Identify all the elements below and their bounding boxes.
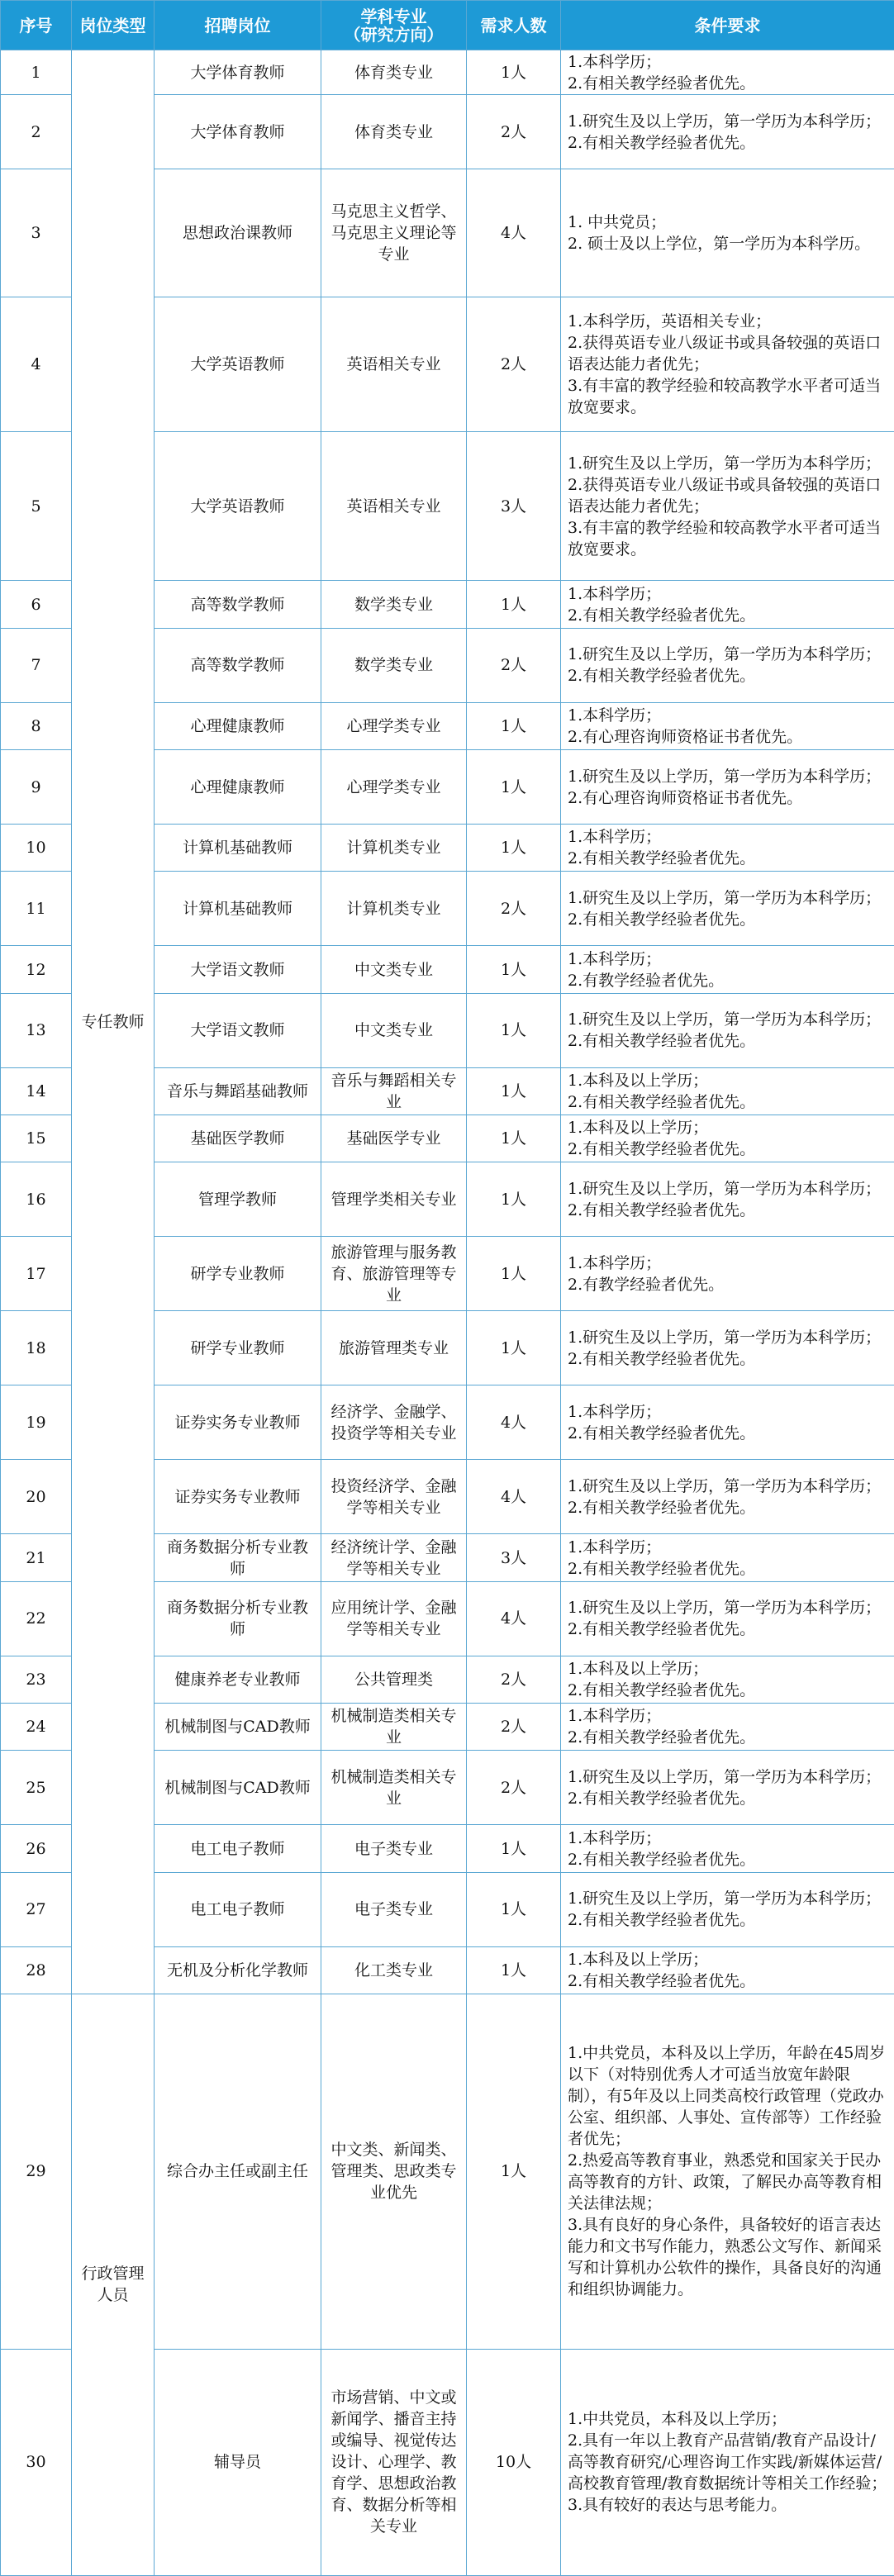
requirement-line: 2.有相关教学经验者优先。 [568, 1680, 756, 1699]
header-requirements: 条件要求 [561, 1, 894, 50]
major-cell: 应用统计学、金融学等相关专业 [321, 1581, 467, 1656]
major-cell: 经济统计学、金融学等相关专业 [321, 1534, 467, 1581]
header-major-line2: （研究方向） [344, 24, 444, 45]
requirements-cell [561, 1656, 894, 1703]
row-number: 10 [1, 825, 72, 872]
position-cell: 健康养老专业教师 [155, 1656, 321, 1703]
row-number: 12 [1, 946, 72, 993]
major-cell: 投资经济学、金融学等相关专业 [321, 1460, 467, 1534]
requirement-line: 1.研究生及以上学历，第一学历为本科学历； [568, 1889, 882, 1908]
row-number: 28 [1, 1946, 72, 1994]
requirements-cell [561, 50, 894, 95]
requirement-line: 1.本科学历； [568, 1538, 662, 1557]
count-cell: 2人 [467, 628, 561, 702]
requirement-line: 1.研究生及以上学历，第一学历为本科学历； [568, 767, 882, 786]
requirements-cell [561, 993, 894, 1067]
requirement-line: 1.本科学历； [568, 706, 662, 725]
row-number: 5 [1, 432, 72, 581]
major-cell: 数学类专业 [321, 628, 467, 702]
requirement-line: 1.研究生及以上学历，第一学历为本科学历； [568, 1476, 882, 1495]
requirements-cell [561, 1067, 894, 1115]
table-body [1, 50, 894, 2576]
position-cell: 辅导员 [155, 2349, 321, 2575]
requirements-cell [561, 1385, 894, 1460]
requirement-line: 1.本科及以上学历； [568, 1659, 709, 1678]
major-cell: 化工类专业 [321, 1946, 467, 1994]
position-cell: 音乐与舞蹈基础教师 [155, 1067, 321, 1115]
header-row [1, 1, 894, 50]
requirements-cell [561, 432, 894, 581]
position-cell: 电工电子教师 [155, 1872, 321, 1946]
count-cell: 1人 [467, 993, 561, 1067]
requirements-cell [561, 825, 894, 872]
count-cell: 2人 [467, 1704, 561, 1751]
requirements-cell [561, 1162, 894, 1237]
requirement-line: 1.本科学历； [568, 1707, 662, 1726]
position-cell: 大学体育教师 [155, 50, 321, 95]
row-number: 17 [1, 1237, 72, 1311]
count-cell: 2人 [467, 297, 561, 432]
requirements-cell [561, 702, 894, 749]
requirement-line: 2. 硕士及以上学位，第一学历为本科学历。 [568, 234, 871, 253]
requirements-cell [561, 1704, 894, 1751]
count-cell: 2人 [467, 1656, 561, 1703]
major-cell: 马克思主义哲学、马克思主义理论等专业 [321, 169, 467, 297]
count-cell: 1人 [467, 1067, 561, 1115]
position-cell: 商务数据分析专业教师 [155, 1581, 321, 1656]
requirements-cell [561, 1946, 894, 1994]
count-cell: 1人 [467, 1237, 561, 1311]
row-number: 22 [1, 1581, 72, 1656]
requirement-line: 2.有相关教学经验者优先。 [568, 1911, 756, 1930]
position-cell: 大学英语教师 [155, 297, 321, 432]
requirement-line: 1.研究生及以上学历，第一学历为本科学历； [568, 1328, 882, 1347]
requirement-line: 1.研究生及以上学历，第一学历为本科学历； [568, 1767, 882, 1786]
requirement-line: 3.具有较好的表达与思考能力。 [568, 2496, 787, 2515]
row-number: 19 [1, 1385, 72, 1460]
position-cell: 基础医学教师 [155, 1115, 321, 1162]
count-cell: 1人 [467, 946, 561, 993]
requirement-line: 1. 中共党员； [568, 212, 667, 231]
requirement-line: 3.有丰富的教学经验和较高教学水平者可适当放宽要求。 [568, 377, 882, 417]
requirements-cell [561, 1994, 894, 2349]
requirement-line: 1.研究生及以上学历，第一学历为本科学历； [568, 888, 882, 907]
requirement-line: 2.有相关教学经验者优先。 [568, 1620, 756, 1639]
requirements-cell [561, 750, 894, 825]
position-cell: 计算机基础教师 [155, 825, 321, 872]
requirements-cell [561, 1825, 894, 1872]
requirements-cell [561, 1460, 894, 1534]
major-cell: 旅游管理与服务教育、旅游管理等专业 [321, 1237, 467, 1311]
count-cell: 2人 [467, 872, 561, 946]
major-cell: 市场营销、中文或新闻学、播音主持或编导、视觉传达设计、心理学、教育学、思想政治教育、数据分析等相关专业 [321, 2349, 467, 2575]
requirement-line: 3.具有良好的身心条件，具备较好的语言表达能力和文书写作能力，熟悉公文写作、新闻采写和计算机办公软件的操作，具备良好的沟通和组织协调能力。 [568, 2216, 882, 2299]
requirement-line: 1.本科及以上学历； [568, 1071, 709, 1090]
requirements-cell [561, 1534, 894, 1581]
requirements-cell [561, 2349, 894, 2575]
row-number: 16 [1, 1162, 72, 1237]
row-number: 30 [1, 2349, 72, 2575]
requirement-line: 2.具有一年以上教育产品营销/教育产品设计/高等教育研究/心理咨询工作实践/新媒体运营/高校教育管理/教育数据统计等相关工作经验； [568, 2431, 887, 2493]
requirements-cell [561, 1872, 894, 1946]
position-cell: 机械制图与CAD教师 [155, 1751, 321, 1825]
requirement-line: 2.有相关教学经验者优先。 [568, 133, 756, 152]
requirement-line: 2.有相关教学经验者优先。 [568, 606, 756, 625]
requirement-line: 2.有相关教学经验者优先。 [568, 1200, 756, 1219]
requirements-cell [561, 169, 894, 297]
requirement-line: 2.有心理咨询师资格证书者优先。 [568, 788, 803, 807]
position-cell: 思想政治课教师 [155, 169, 321, 297]
count-cell: 4人 [467, 1460, 561, 1534]
requirement-line: 2.有相关教学经验者优先。 [568, 1728, 756, 1747]
row-number: 25 [1, 1751, 72, 1825]
row-number: 1 [1, 50, 72, 95]
requirement-line: 2.热爱高等教育事业，熟悉党和国家关于民办高等教育的方针、政策，了解民办高等教育相关法律法规； [568, 2151, 882, 2213]
major-cell: 数学类专业 [321, 581, 467, 628]
requirements-cell [561, 872, 894, 946]
requirement-line: 2.有心理咨询师资格证书者优先。 [568, 727, 803, 746]
row-number: 23 [1, 1656, 72, 1703]
table-row [1, 50, 894, 95]
requirement-line: 3.有丰富的教学经验和较高教学水平者可适当放宽要求。 [568, 518, 882, 558]
requirements-cell [561, 1237, 894, 1311]
position-cell: 心理健康教师 [155, 702, 321, 749]
row-number: 29 [1, 1994, 72, 2349]
row-number: 4 [1, 297, 72, 432]
header-type: 岗位类型 [72, 1, 155, 50]
count-cell: 10人 [467, 2349, 561, 2575]
requirement-line: 1.研究生及以上学历，第一学历为本科学历； [568, 454, 882, 473]
position-cell: 大学体育教师 [155, 95, 321, 169]
requirements-cell [561, 297, 894, 432]
position-cell: 高等数学教师 [155, 628, 321, 702]
requirement-line: 2.有相关教学经验者优先。 [568, 1559, 756, 1578]
count-cell: 1人 [467, 1115, 561, 1162]
count-cell: 1人 [467, 1994, 561, 2349]
position-cell: 机械制图与CAD教师 [155, 1704, 321, 1751]
major-cell: 中文类专业 [321, 946, 467, 993]
major-cell: 中文类专业 [321, 993, 467, 1067]
requirement-line: 1.研究生及以上学历，第一学历为本科学历； [568, 645, 882, 664]
position-type-cell: 行政管理人员 [72, 1994, 155, 2575]
requirements-cell [561, 1751, 894, 1825]
requirement-line: 1.研究生及以上学历，第一学历为本科学历； [568, 1179, 882, 1198]
position-cell: 研学专业教师 [155, 1237, 321, 1311]
count-cell: 1人 [467, 702, 561, 749]
requirement-line: 1.本科学历； [568, 584, 662, 603]
requirement-line: 1.本科学历； [568, 1402, 662, 1421]
count-cell: 1人 [467, 581, 561, 628]
row-number: 13 [1, 993, 72, 1067]
count-cell: 2人 [467, 1751, 561, 1825]
row-number: 20 [1, 1460, 72, 1534]
requirement-line: 1.本科及以上学历； [568, 1950, 709, 1969]
position-cell: 计算机基础教师 [155, 872, 321, 946]
requirement-line: 1.研究生及以上学历，第一学历为本科学历； [568, 1010, 882, 1029]
position-cell: 综合办主任或副主任 [155, 1994, 321, 2349]
row-number: 6 [1, 581, 72, 628]
header-count: 需求人数 [467, 1, 561, 50]
count-cell: 1人 [467, 50, 561, 95]
major-cell: 公共管理类 [321, 1656, 467, 1703]
count-cell: 4人 [467, 1385, 561, 1460]
requirement-line: 2.有教学经验者优先。 [568, 971, 725, 990]
header-seq: 序号 [1, 1, 72, 50]
position-cell: 电工电子教师 [155, 1825, 321, 1872]
position-cell: 高等数学教师 [155, 581, 321, 628]
requirement-line: 1.中共党员，本科及以上学历，年龄在45周岁以下（对特别优秀人才可适当放宽年龄限制），有5年及以上同类高校行政管理（党政办公室、组织部、人事处、宣传部等）工作经验者优先； [568, 2044, 886, 2149]
requirement-line: 1.本科学历； [568, 828, 662, 847]
requirement-line: 2.有相关教学经验者优先。 [568, 1349, 756, 1368]
requirement-line: 1.本科学历； [568, 1253, 662, 1272]
major-cell: 中文类、新闻类、管理类、思政类专业优先 [321, 1994, 467, 2349]
major-cell: 体育类专业 [321, 95, 467, 169]
requirement-line: 1.研究生及以上学历，第一学历为本科学历； [568, 112, 882, 131]
major-cell: 机械制造类相关专业 [321, 1704, 467, 1751]
position-cell: 大学英语教师 [155, 432, 321, 581]
requirements-cell [561, 628, 894, 702]
count-cell: 1人 [467, 825, 561, 872]
position-cell: 研学专业教师 [155, 1311, 321, 1385]
row-number: 15 [1, 1115, 72, 1162]
major-cell: 管理学类相关专业 [321, 1162, 467, 1237]
count-cell: 1人 [467, 1872, 561, 1946]
position-cell: 大学语文教师 [155, 993, 321, 1067]
requirement-line: 2.获得英语专业八级证书或具备较强的英语口语表达能力者优先； [568, 475, 882, 516]
row-number: 3 [1, 169, 72, 297]
position-cell: 证券实务专业教师 [155, 1385, 321, 1460]
row-number: 26 [1, 1825, 72, 1872]
header-major-line1: 学科专业 [360, 6, 427, 26]
header-major [321, 1, 467, 50]
major-cell: 音乐与舞蹈相关专业 [321, 1067, 467, 1115]
requirement-line: 2.有相关教学经验者优先。 [568, 74, 756, 93]
requirement-line: 2.有相关教学经验者优先。 [568, 1498, 756, 1517]
requirement-line: 2.有相关教学经验者优先。 [568, 1971, 756, 1990]
requirement-line: 2.有相关教学经验者优先。 [568, 1092, 756, 1111]
row-number: 11 [1, 872, 72, 946]
major-cell: 机械制造类相关专业 [321, 1751, 467, 1825]
requirement-line: 2.有相关教学经验者优先。 [568, 667, 756, 686]
position-cell: 商务数据分析专业教师 [155, 1534, 321, 1581]
count-cell: 1人 [467, 750, 561, 825]
count-cell: 1人 [467, 1311, 561, 1385]
requirement-line: 1.研究生及以上学历，第一学历为本科学历； [568, 1599, 882, 1618]
count-cell: 1人 [467, 1946, 561, 1994]
position-cell: 无机及分析化学教师 [155, 1946, 321, 1994]
major-cell: 电子类专业 [321, 1872, 467, 1946]
requirements-cell [561, 95, 894, 169]
requirements-cell [561, 1311, 894, 1385]
position-cell: 证券实务专业教师 [155, 1460, 321, 1534]
major-cell: 心理学类专业 [321, 702, 467, 749]
header-position: 招聘岗位 [155, 1, 321, 50]
requirements-cell [561, 946, 894, 993]
major-cell: 电子类专业 [321, 1825, 467, 1872]
count-cell: 4人 [467, 1581, 561, 1656]
major-cell: 基础医学专业 [321, 1115, 467, 1162]
row-number: 14 [1, 1067, 72, 1115]
row-number: 18 [1, 1311, 72, 1385]
requirement-line: 1.本科学历，英语相关专业； [568, 312, 772, 331]
requirement-line: 1.中共党员，本科及以上学历； [568, 2410, 787, 2429]
count-cell: 3人 [467, 1534, 561, 1581]
count-cell: 4人 [467, 169, 561, 297]
requirement-line: 2.有相关教学经验者优先。 [568, 849, 756, 868]
requirement-line: 1.本科及以上学历； [568, 1119, 709, 1138]
table-row [1, 1994, 894, 2349]
position-cell: 大学语文教师 [155, 946, 321, 993]
major-cell: 经济学、金融学、投资学等相关专业 [321, 1385, 467, 1460]
requirement-line: 2.获得英语专业八级证书或具备较强的英语口语表达能力者优先； [568, 334, 882, 374]
row-number: 9 [1, 750, 72, 825]
requirement-line: 2.有相关教学经验者优先。 [568, 1789, 756, 1808]
count-cell: 2人 [467, 95, 561, 169]
major-cell: 英语相关专业 [321, 432, 467, 581]
major-cell: 英语相关专业 [321, 297, 467, 432]
requirements-cell [561, 581, 894, 628]
requirement-line: 2.有相关教学经验者优先。 [568, 1032, 756, 1051]
count-cell: 1人 [467, 1162, 561, 1237]
major-cell: 计算机类专业 [321, 825, 467, 872]
row-number: 24 [1, 1704, 72, 1751]
count-cell: 1人 [467, 1825, 561, 1872]
requirements-cell [561, 1115, 894, 1162]
position-cell: 心理健康教师 [155, 750, 321, 825]
requirement-line: 2.有相关教学经验者优先。 [568, 910, 756, 929]
row-number: 8 [1, 702, 72, 749]
requirement-line: 2.有相关教学经验者优先。 [568, 1850, 756, 1869]
row-number: 7 [1, 628, 72, 702]
major-cell: 心理学类专业 [321, 750, 467, 825]
major-cell: 计算机类专业 [321, 872, 467, 946]
major-cell: 旅游管理类专业 [321, 1311, 467, 1385]
requirement-line: 1.本科学历； [568, 949, 662, 968]
requirement-line: 1.本科学历； [568, 1828, 662, 1847]
requirements-cell [561, 1581, 894, 1656]
major-cell: 体育类专业 [321, 50, 467, 95]
position-type-cell: 专任教师 [72, 50, 155, 1994]
position-cell: 管理学教师 [155, 1162, 321, 1237]
row-number: 2 [1, 95, 72, 169]
requirement-line: 2.有相关教学经验者优先。 [568, 1140, 756, 1159]
count-cell: 3人 [467, 432, 561, 581]
row-number: 27 [1, 1872, 72, 1946]
requirement-line: 1.本科学历； [568, 52, 662, 71]
row-number: 21 [1, 1534, 72, 1581]
requirement-line: 2.有教学经验者优先。 [568, 1275, 725, 1294]
requirement-line: 2.有相关教学经验者优先。 [568, 1423, 756, 1442]
